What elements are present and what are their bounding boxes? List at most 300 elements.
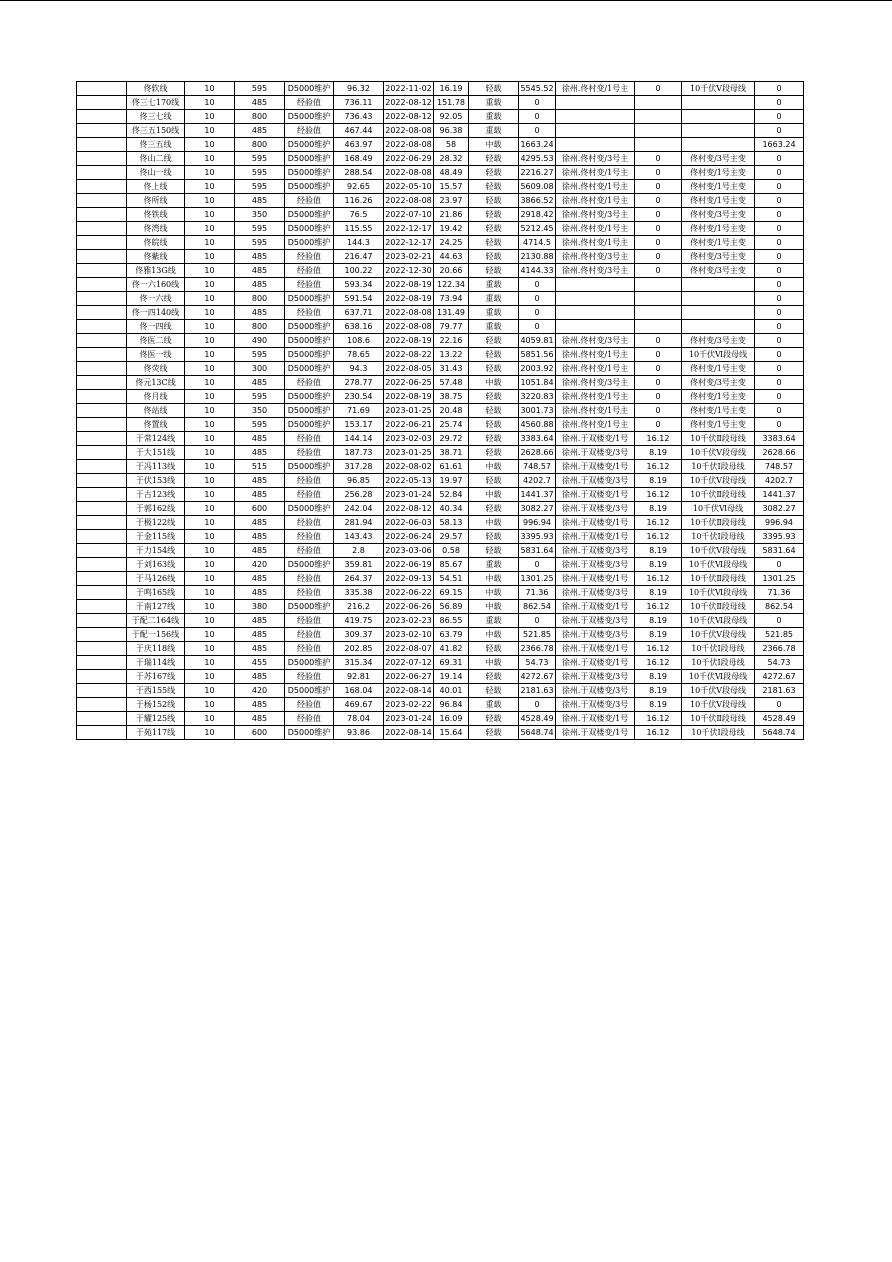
blank-cell [77, 404, 127, 418]
bus-cell: 佟村变/3号主变 [682, 250, 755, 264]
date-cell: 2022-08-08 [384, 124, 434, 138]
line-name-cell: 于伏153线 [127, 474, 185, 488]
bus-cell: 10千伏Ⅰ段母线 [682, 642, 755, 656]
bus-cell: 10千伏Ⅰ段母线 [682, 530, 755, 544]
available-capacity-cell: 3866.52 [519, 194, 556, 208]
current-cell: 168.04 [334, 684, 384, 698]
capacity-cell: 0 [755, 82, 804, 96]
capacity-cell: 1441.37 [755, 488, 804, 502]
transformer-cell: 徐州.佟村变/3号主 [556, 250, 635, 264]
rated-current-cell: 485 [235, 712, 285, 726]
capacity-cell: 0 [755, 208, 804, 222]
line-name-cell: 佟雅13G线 [127, 264, 185, 278]
rated-current-cell: 485 [235, 474, 285, 488]
transformer-value-cell: 0 [635, 390, 682, 404]
source-cell: D5000维护 [285, 684, 334, 698]
source-cell: 经验值 [285, 712, 334, 726]
capacity-cell: 0 [755, 180, 804, 194]
load-rate-cell: 19.14 [434, 670, 469, 684]
source-cell: D5000维护 [285, 334, 334, 348]
capacity-cell: 0 [755, 320, 804, 334]
table-row [77, 502, 804, 516]
load-rate-cell: 57.48 [434, 376, 469, 390]
bus-cell: 10千伏Ⅴ段母线 [682, 446, 755, 460]
rated-current-cell: 300 [235, 362, 285, 376]
rated-current-cell: 380 [235, 600, 285, 614]
rated-current-cell: 595 [235, 390, 285, 404]
table-row [77, 236, 804, 250]
voltage-cell: 10 [185, 544, 235, 558]
voltage-cell: 10 [185, 404, 235, 418]
bus-cell: 10千伏Ⅵ段母线 [682, 586, 755, 600]
load-level-cell: 重载 [469, 320, 519, 334]
date-cell: 2022-08-08 [384, 320, 434, 334]
load-level-cell: 轻载 [469, 544, 519, 558]
current-cell: 94.3 [334, 362, 384, 376]
voltage-cell: 10 [185, 488, 235, 502]
rated-current-cell: 595 [235, 222, 285, 236]
line-name-cell: 佟软线 [127, 82, 185, 96]
current-cell: 463.97 [334, 138, 384, 152]
table-row [77, 292, 804, 306]
capacity-cell: 748.57 [755, 460, 804, 474]
capacity-cell: 0 [755, 264, 804, 278]
transformer-value-cell: 0 [635, 376, 682, 390]
load-level-cell: 重载 [469, 614, 519, 628]
capacity-cell: 2628.66 [755, 446, 804, 460]
source-cell: D5000维护 [285, 390, 334, 404]
transformer-cell: 徐州.于双楼变/1号 [556, 642, 635, 656]
transformer-cell: 徐州.于双楼变/1号 [556, 600, 635, 614]
available-capacity-cell: 862.54 [519, 600, 556, 614]
load-level-cell: 轻载 [469, 152, 519, 166]
bus-cell: 佟村变/1号主变 [682, 418, 755, 432]
source-cell: 经验值 [285, 278, 334, 292]
available-capacity-cell: 0 [519, 558, 556, 572]
load-rate-cell: 16.19 [434, 82, 469, 96]
transformer-value-cell [635, 278, 682, 292]
source-cell: 经验值 [285, 264, 334, 278]
date-cell: 2023-03-06 [384, 544, 434, 558]
load-level-cell: 中载 [469, 376, 519, 390]
line-name-cell: 于古123线 [127, 488, 185, 502]
load-rate-cell: 63.79 [434, 628, 469, 642]
transformer-value-cell: 16.12 [635, 712, 682, 726]
voltage-cell: 10 [185, 208, 235, 222]
line-name-cell: 佟一六线 [127, 292, 185, 306]
capacity-cell: 521.85 [755, 628, 804, 642]
rated-current-cell: 800 [235, 320, 285, 334]
rated-current-cell: 595 [235, 418, 285, 432]
rated-current-cell: 350 [235, 208, 285, 222]
line-name-cell: 于耀125线 [127, 712, 185, 726]
line-name-cell: 于鸣165线 [127, 586, 185, 600]
capacity-cell: 2181.63 [755, 684, 804, 698]
transformer-value-cell: 8.19 [635, 698, 682, 712]
source-cell: D5000维护 [285, 152, 334, 166]
table-row [77, 558, 804, 572]
transformer-value-cell: 0 [635, 418, 682, 432]
line-name-cell: 佟山二线 [127, 152, 185, 166]
available-capacity-cell: 3220.83 [519, 390, 556, 404]
line-name-cell: 于瑞114线 [127, 656, 185, 670]
load-level-cell: 轻载 [469, 418, 519, 432]
transformer-cell: 徐州.佟村变/1号主 [556, 180, 635, 194]
bus-cell: 10千伏Ⅵ段母线 [682, 558, 755, 572]
current-cell: 76.5 [334, 208, 384, 222]
blank-cell [77, 208, 127, 222]
transformer-value-cell: 0 [635, 166, 682, 180]
blank-cell [77, 250, 127, 264]
voltage-cell: 10 [185, 572, 235, 586]
load-rate-cell: 52.84 [434, 488, 469, 502]
current-cell: 153.17 [334, 418, 384, 432]
blank-cell [77, 96, 127, 110]
load-level-cell: 重载 [469, 698, 519, 712]
load-level-cell: 中载 [469, 488, 519, 502]
rated-current-cell: 485 [235, 446, 285, 460]
load-level-cell: 中载 [469, 628, 519, 642]
current-cell: 96.32 [334, 82, 384, 96]
blank-cell [77, 642, 127, 656]
capacity-cell: 0 [755, 334, 804, 348]
bus-cell: 佟村变/1号主变 [682, 166, 755, 180]
transformer-value-cell: 0 [635, 82, 682, 96]
load-rate-cell: 19.42 [434, 222, 469, 236]
date-cell: 2023-01-25 [384, 404, 434, 418]
load-level-cell: 中载 [469, 460, 519, 474]
source-cell: 经验值 [285, 474, 334, 488]
current-cell: 230.54 [334, 390, 384, 404]
source-cell: 经验值 [285, 544, 334, 558]
rated-current-cell: 800 [235, 292, 285, 306]
blank-cell [77, 418, 127, 432]
table-row [77, 670, 804, 684]
table-row [77, 474, 804, 488]
available-capacity-cell: 5545.52 [519, 82, 556, 96]
load-level-cell: 轻载 [469, 670, 519, 684]
load-rate-cell: 40.01 [434, 684, 469, 698]
current-cell: 309.37 [334, 628, 384, 642]
bus-cell [682, 320, 755, 334]
available-capacity-cell: 748.57 [519, 460, 556, 474]
voltage-cell: 10 [185, 628, 235, 642]
voltage-cell: 10 [185, 306, 235, 320]
capacity-cell: 0 [755, 306, 804, 320]
table-row [77, 222, 804, 236]
transformer-value-cell: 8.19 [635, 474, 682, 488]
current-cell: 638.16 [334, 320, 384, 334]
voltage-cell: 10 [185, 138, 235, 152]
current-cell: 78.04 [334, 712, 384, 726]
date-cell: 2022-11-02 [384, 82, 434, 96]
voltage-cell: 10 [185, 698, 235, 712]
line-name-cell: 佟紫线 [127, 250, 185, 264]
source-cell: 经验值 [285, 530, 334, 544]
blank-cell [77, 180, 127, 194]
blank-cell [77, 236, 127, 250]
transformer-cell: 徐州.佟村变/1号主 [556, 194, 635, 208]
source-cell: 经验值 [285, 306, 334, 320]
rated-current-cell: 800 [235, 110, 285, 124]
table-row [77, 166, 804, 180]
table-row [77, 698, 804, 712]
current-cell: 256.28 [334, 488, 384, 502]
voltage-cell: 10 [185, 194, 235, 208]
line-name-cell: 于极122线 [127, 516, 185, 530]
bus-cell: 佟村变/1号主变 [682, 236, 755, 250]
available-capacity-cell: 3082.27 [519, 502, 556, 516]
available-capacity-cell: 4714.5 [519, 236, 556, 250]
voltage-cell: 10 [185, 250, 235, 264]
current-cell: 419.75 [334, 614, 384, 628]
available-capacity-cell: 4528.49 [519, 712, 556, 726]
transformer-value-cell: 0 [635, 404, 682, 418]
blank-cell [77, 516, 127, 530]
date-cell: 2022-08-14 [384, 726, 434, 740]
load-level-cell: 重载 [469, 110, 519, 124]
table-row [77, 418, 804, 432]
bus-cell: 10千伏Ⅵ段母线 [682, 614, 755, 628]
current-cell: 317.28 [334, 460, 384, 474]
table-row [77, 362, 804, 376]
transformer-value-cell: 0 [635, 264, 682, 278]
date-cell: 2022-12-30 [384, 264, 434, 278]
transformer-cell: 徐州.佟村变/1号主 [556, 390, 635, 404]
transformer-cell: 徐州.于双楼变/3号 [556, 698, 635, 712]
blank-cell [77, 110, 127, 124]
voltage-cell: 10 [185, 166, 235, 180]
load-level-cell: 重载 [469, 558, 519, 572]
rated-current-cell: 485 [235, 194, 285, 208]
voltage-cell: 10 [185, 614, 235, 628]
table-row [77, 684, 804, 698]
source-cell: D5000维护 [285, 656, 334, 670]
load-rate-cell: 131.49 [434, 306, 469, 320]
bus-cell: 10千伏Ⅵ段母线 [682, 670, 755, 684]
load-level-cell: 中载 [469, 600, 519, 614]
load-rate-cell: 79.77 [434, 320, 469, 334]
page-top-rule [0, 0, 892, 1]
current-cell: 143.43 [334, 530, 384, 544]
capacity-cell: 4272.67 [755, 670, 804, 684]
line-name-cell: 于刘163线 [127, 558, 185, 572]
line-name-cell: 佟站线 [127, 404, 185, 418]
current-cell: 187.73 [334, 446, 384, 460]
table-row [77, 726, 804, 740]
rated-current-cell: 350 [235, 404, 285, 418]
current-cell: 736.43 [334, 110, 384, 124]
load-rate-cell: 56.89 [434, 600, 469, 614]
rated-current-cell: 595 [235, 152, 285, 166]
transformer-value-cell: 0 [635, 194, 682, 208]
available-capacity-cell: 0 [519, 292, 556, 306]
table-row [77, 460, 804, 474]
source-cell: 经验值 [285, 194, 334, 208]
date-cell: 2023-02-23 [384, 614, 434, 628]
load-level-cell: 中载 [469, 516, 519, 530]
available-capacity-cell: 2366.78 [519, 642, 556, 656]
source-cell: 经验值 [285, 432, 334, 446]
date-cell: 2022-06-19 [384, 558, 434, 572]
source-cell: 经验值 [285, 250, 334, 264]
capacity-cell: 0 [755, 152, 804, 166]
available-capacity-cell: 54.73 [519, 656, 556, 670]
available-capacity-cell: 5851.56 [519, 348, 556, 362]
blank-cell [77, 292, 127, 306]
transformer-value-cell: 0 [635, 236, 682, 250]
rated-current-cell: 485 [235, 642, 285, 656]
transformer-value-cell: 0 [635, 180, 682, 194]
voltage-cell: 10 [185, 656, 235, 670]
source-cell: D5000维护 [285, 208, 334, 222]
available-capacity-cell: 0 [519, 306, 556, 320]
voltage-cell: 10 [185, 684, 235, 698]
line-name-cell: 佟山一线 [127, 166, 185, 180]
bus-cell: 佟村变/3号主变 [682, 264, 755, 278]
voltage-cell: 10 [185, 96, 235, 110]
date-cell: 2022-12-17 [384, 236, 434, 250]
available-capacity-cell: 0 [519, 614, 556, 628]
line-name-cell: 于西155线 [127, 684, 185, 698]
source-cell: D5000维护 [285, 600, 334, 614]
capacity-cell: 0 [755, 292, 804, 306]
table-row [77, 628, 804, 642]
capacity-cell: 3082.27 [755, 502, 804, 516]
voltage-cell: 10 [185, 180, 235, 194]
blank-cell [77, 502, 127, 516]
rated-current-cell: 600 [235, 726, 285, 740]
transformer-value-cell [635, 124, 682, 138]
load-level-cell: 轻载 [469, 334, 519, 348]
current-cell: 278.77 [334, 376, 384, 390]
load-rate-cell: 22.16 [434, 334, 469, 348]
rated-current-cell: 485 [235, 670, 285, 684]
date-cell: 2022-08-12 [384, 502, 434, 516]
load-rate-cell: 19.97 [434, 474, 469, 488]
current-cell: 144.14 [334, 432, 384, 446]
transformer-cell: 徐州.于双楼变/1号 [556, 460, 635, 474]
table-row [77, 96, 804, 110]
rated-current-cell: 485 [235, 124, 285, 138]
voltage-cell: 10 [185, 124, 235, 138]
available-capacity-cell: 4272.67 [519, 670, 556, 684]
date-cell: 2022-06-29 [384, 152, 434, 166]
date-cell: 2022-08-02 [384, 460, 434, 474]
voltage-cell: 10 [185, 642, 235, 656]
available-capacity-cell: 1663.24 [519, 138, 556, 152]
bus-cell: 佟村变/1号主变 [682, 390, 755, 404]
transformer-cell: 徐州.于双楼变/1号 [556, 712, 635, 726]
table-row [77, 376, 804, 390]
transformer-cell: 徐州.于双楼变/1号 [556, 488, 635, 502]
voltage-cell: 10 [185, 362, 235, 376]
current-cell: 637.71 [334, 306, 384, 320]
table-row [77, 432, 804, 446]
rated-current-cell: 595 [235, 82, 285, 96]
bus-cell: 佟村变/3号主变 [682, 334, 755, 348]
bus-cell: 佟村变/1号主变 [682, 222, 755, 236]
available-capacity-cell: 0 [519, 278, 556, 292]
date-cell: 2022-06-27 [384, 670, 434, 684]
capacity-cell: 54.73 [755, 656, 804, 670]
transformer-cell: 徐州.于双楼变/3号 [556, 502, 635, 516]
line-name-cell: 佟月线 [127, 390, 185, 404]
rated-current-cell: 485 [235, 572, 285, 586]
source-cell: 经验值 [285, 698, 334, 712]
bus-cell [682, 306, 755, 320]
bus-cell: 10千伏Ⅵ段母线 [682, 348, 755, 362]
voltage-cell: 10 [185, 278, 235, 292]
rated-current-cell: 490 [235, 334, 285, 348]
transformer-value-cell: 0 [635, 152, 682, 166]
date-cell: 2022-05-13 [384, 474, 434, 488]
date-cell: 2022-08-08 [384, 138, 434, 152]
transformer-value-cell [635, 138, 682, 152]
transformer-value-cell: 8.19 [635, 446, 682, 460]
line-name-cell: 佟一四线 [127, 320, 185, 334]
source-cell: 经验值 [285, 516, 334, 530]
transformer-cell: 徐州.于双楼变/3号 [556, 628, 635, 642]
blank-cell [77, 558, 127, 572]
source-cell: 经验值 [285, 628, 334, 642]
current-cell: 100.22 [334, 264, 384, 278]
rated-current-cell: 595 [235, 166, 285, 180]
capacity-cell: 0 [755, 236, 804, 250]
blank-cell [77, 152, 127, 166]
load-level-cell: 轻载 [469, 208, 519, 222]
date-cell: 2022-08-08 [384, 194, 434, 208]
bus-cell: 佟村变/1号主变 [682, 180, 755, 194]
source-cell: D5000维护 [285, 726, 334, 740]
transformer-value-cell: 8.19 [635, 670, 682, 684]
table-row [77, 82, 804, 96]
date-cell: 2022-08-12 [384, 110, 434, 124]
load-level-cell: 轻载 [469, 194, 519, 208]
load-level-cell: 轻载 [469, 390, 519, 404]
transformer-value-cell: 8.19 [635, 628, 682, 642]
transformer-value-cell: 16.12 [635, 460, 682, 474]
transformer-value-cell: 8.19 [635, 586, 682, 600]
blank-cell [77, 348, 127, 362]
blank-cell [77, 166, 127, 180]
transformer-cell: 徐州.于双楼变/1号 [556, 516, 635, 530]
table-row [77, 586, 804, 600]
line-name-cell: 于配二164线 [127, 614, 185, 628]
load-rate-cell: 20.48 [434, 404, 469, 418]
voltage-cell: 10 [185, 222, 235, 236]
transformer-cell: 徐州.于双楼变/3号 [556, 474, 635, 488]
transformer-value-cell [635, 110, 682, 124]
available-capacity-cell: 1441.37 [519, 488, 556, 502]
voltage-cell: 10 [185, 292, 235, 306]
current-cell: 92.65 [334, 180, 384, 194]
date-cell: 2022-06-25 [384, 376, 434, 390]
bus-cell [682, 292, 755, 306]
date-cell: 2022-08-22 [384, 348, 434, 362]
transformer-value-cell: 16.12 [635, 432, 682, 446]
line-name-cell: 于苑117线 [127, 726, 185, 740]
load-rate-cell: 38.75 [434, 390, 469, 404]
date-cell: 2022-08-19 [384, 334, 434, 348]
table-row [77, 516, 804, 530]
blank-cell [77, 334, 127, 348]
load-rate-cell: 24.25 [434, 236, 469, 250]
bus-cell: 10千伏Ⅴ段母线 [682, 474, 755, 488]
current-cell: 216.47 [334, 250, 384, 264]
rated-current-cell: 485 [235, 376, 285, 390]
load-rate-cell: 38.71 [434, 446, 469, 460]
